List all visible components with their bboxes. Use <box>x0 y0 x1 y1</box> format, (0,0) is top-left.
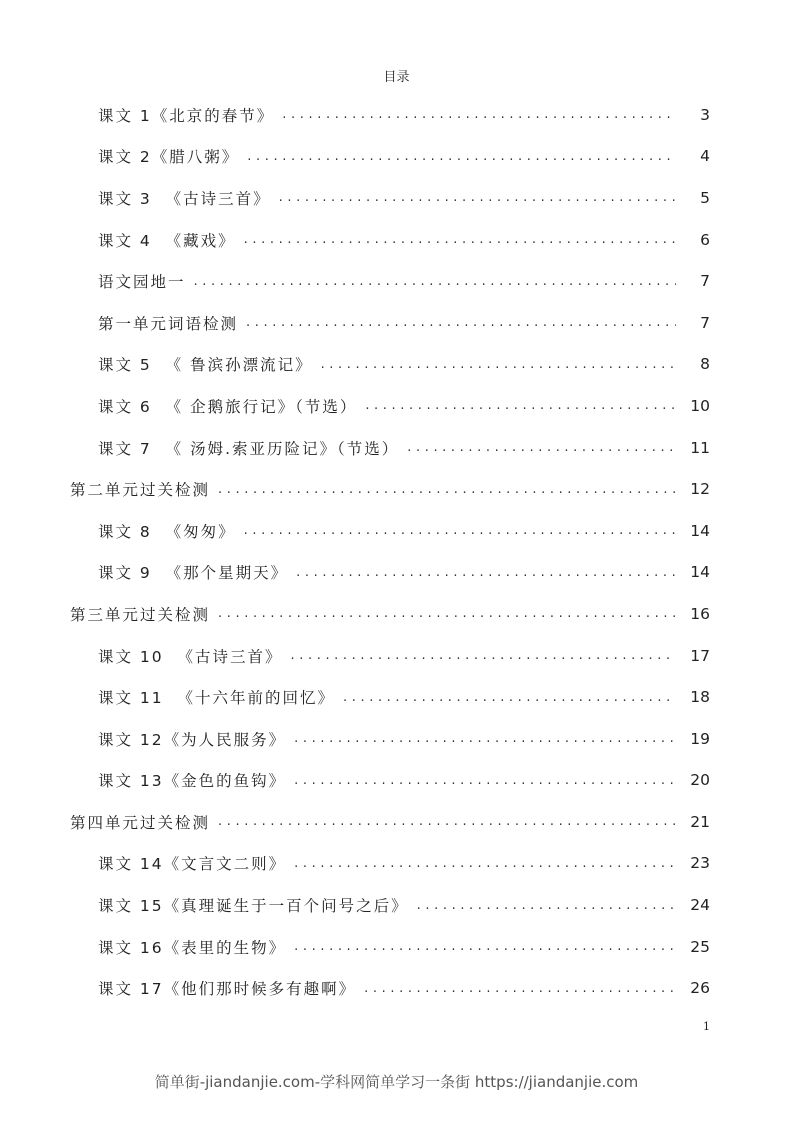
toc-entry[interactable] <box>0 344 793 386</box>
toc-entry-label: 课文 11 《十六年前的回忆》 <box>98 689 336 708</box>
toc-entry-label: 课文 13《金色的鱼钩》 <box>98 772 287 791</box>
toc-entry-label: 课文 9 《那个星期天》 <box>98 564 289 583</box>
toc-entry[interactable] <box>0 843 793 885</box>
dot-leader <box>218 606 676 621</box>
toc-entry-label: 课文 3 《古诗三首》 <box>98 189 271 208</box>
toc-entry-label: 语文园地一 <box>98 273 186 292</box>
toc-entry-page: 4 <box>700 147 710 166</box>
toc-entry[interactable] <box>0 427 793 469</box>
dot-leader <box>294 731 676 746</box>
dot-leader <box>218 482 676 497</box>
toc-entry[interactable] <box>0 136 793 178</box>
toc-entry-label: 第二单元过关检测 <box>70 481 211 500</box>
dot-leader <box>294 773 676 788</box>
toc-entry-page: 11 <box>690 438 710 457</box>
toc-entry[interactable] <box>0 302 793 344</box>
toc-entry-label: 课文 6 《 企鹅旅行记》（节选） <box>98 397 358 416</box>
toc-entry-label: 课文 2《腊八粥》 <box>98 148 240 167</box>
toc-entry[interactable] <box>0 260 793 302</box>
dot-leader <box>321 357 676 372</box>
toc-entry-page: 3 <box>700 105 710 124</box>
toc-entry-page: 25 <box>690 937 710 956</box>
toc-entry-page: 14 <box>690 521 710 540</box>
dot-leader <box>343 690 676 705</box>
toc-title: 目录 <box>383 70 410 85</box>
toc-entry-page: 26 <box>690 979 710 998</box>
toc-entry-page: 6 <box>700 230 710 249</box>
toc-entry[interactable] <box>0 468 793 510</box>
toc-entry-label: 课文 17《他们那时候多有趣啊》 <box>98 980 357 999</box>
dot-leader <box>218 814 676 829</box>
toc-entry-page: 5 <box>700 188 710 207</box>
toc-entry-page: 24 <box>690 896 710 915</box>
toc-entry-page: 20 <box>690 771 710 790</box>
toc-entry-label: 课文 7 《 汤姆.索亚历险记》（节选） <box>98 439 400 458</box>
dot-leader <box>364 981 676 996</box>
dot-leader <box>279 190 676 205</box>
toc-entry-label: 课文 12《为人民服务》 <box>98 730 287 749</box>
toc-entry-page: 17 <box>690 646 710 665</box>
toc-entry-page: 14 <box>690 563 710 582</box>
toc-entry[interactable] <box>0 967 793 1009</box>
toc-entry-label: 课文 15《真理诞生于一百个问号之后》 <box>98 897 409 916</box>
dot-leader <box>407 440 676 455</box>
page-number: 1 <box>703 1020 710 1033</box>
toc-entry-page: 8 <box>700 355 710 374</box>
toc-entry-label: 课文 14《文言文二则》 <box>98 855 287 874</box>
dot-leader <box>365 398 676 413</box>
toc-entry-page: 7 <box>700 313 710 332</box>
toc-entry-page: 19 <box>690 729 710 748</box>
toc-entry[interactable] <box>0 801 793 843</box>
toc-entry-page: 23 <box>690 854 710 873</box>
dot-leader <box>247 149 676 164</box>
toc-entry[interactable] <box>0 593 793 635</box>
dot-leader <box>282 107 676 122</box>
toc-entry[interactable] <box>0 760 793 802</box>
dot-leader <box>194 274 676 289</box>
toc-entry-label: 课文 5 《 鲁滨孙漂流记》 <box>98 356 313 375</box>
toc-entry-label: 第一单元词语检测 <box>98 314 239 333</box>
toc-entry-label: 课文 10 《古诗三首》 <box>98 647 283 666</box>
toc-entry[interactable] <box>0 926 793 968</box>
dot-leader <box>417 898 676 913</box>
dot-leader <box>294 939 676 954</box>
toc-entry[interactable] <box>0 94 793 136</box>
toc-entry[interactable] <box>0 718 793 760</box>
toc-entry[interactable] <box>0 884 793 926</box>
toc-entry[interactable] <box>0 385 793 427</box>
dot-leader <box>296 565 676 580</box>
toc-entry-page: 10 <box>690 396 710 415</box>
toc-entry-page: 7 <box>700 272 710 291</box>
toc-entry-label: 课文 8 《匆匆》 <box>98 522 236 541</box>
toc-entry-page: 21 <box>690 812 710 831</box>
toc-entry[interactable] <box>0 177 793 219</box>
toc-entry-label: 第四单元过关检测 <box>70 813 211 832</box>
toc-entry-label: 课文 4 《藏戏》 <box>98 231 236 250</box>
toc-entry-page: 18 <box>690 688 710 707</box>
table-of-contents <box>0 94 793 1009</box>
toc-entry-label: 课文 1《北京的春节》 <box>98 106 275 125</box>
dot-leader <box>291 648 676 663</box>
toc-entry-label: 课文 16《表里的生物》 <box>98 938 287 957</box>
toc-entry[interactable] <box>0 635 793 677</box>
footer-watermark: 简单街-jiandanjie.com-学科网简单学习一条街 https://jiandanjie.com <box>154 1073 639 1091</box>
toc-entry-page: 16 <box>690 604 710 623</box>
toc-entry[interactable] <box>0 676 793 718</box>
toc-entry-label: 第三单元过关检测 <box>70 605 211 624</box>
dot-leader <box>244 232 676 247</box>
toc-entry-page: 12 <box>690 480 710 499</box>
dot-leader <box>244 523 676 538</box>
dot-leader <box>246 315 676 330</box>
toc-entry[interactable] <box>0 552 793 594</box>
dot-leader <box>294 856 676 871</box>
toc-entry[interactable] <box>0 510 793 552</box>
toc-entry[interactable] <box>0 219 793 261</box>
